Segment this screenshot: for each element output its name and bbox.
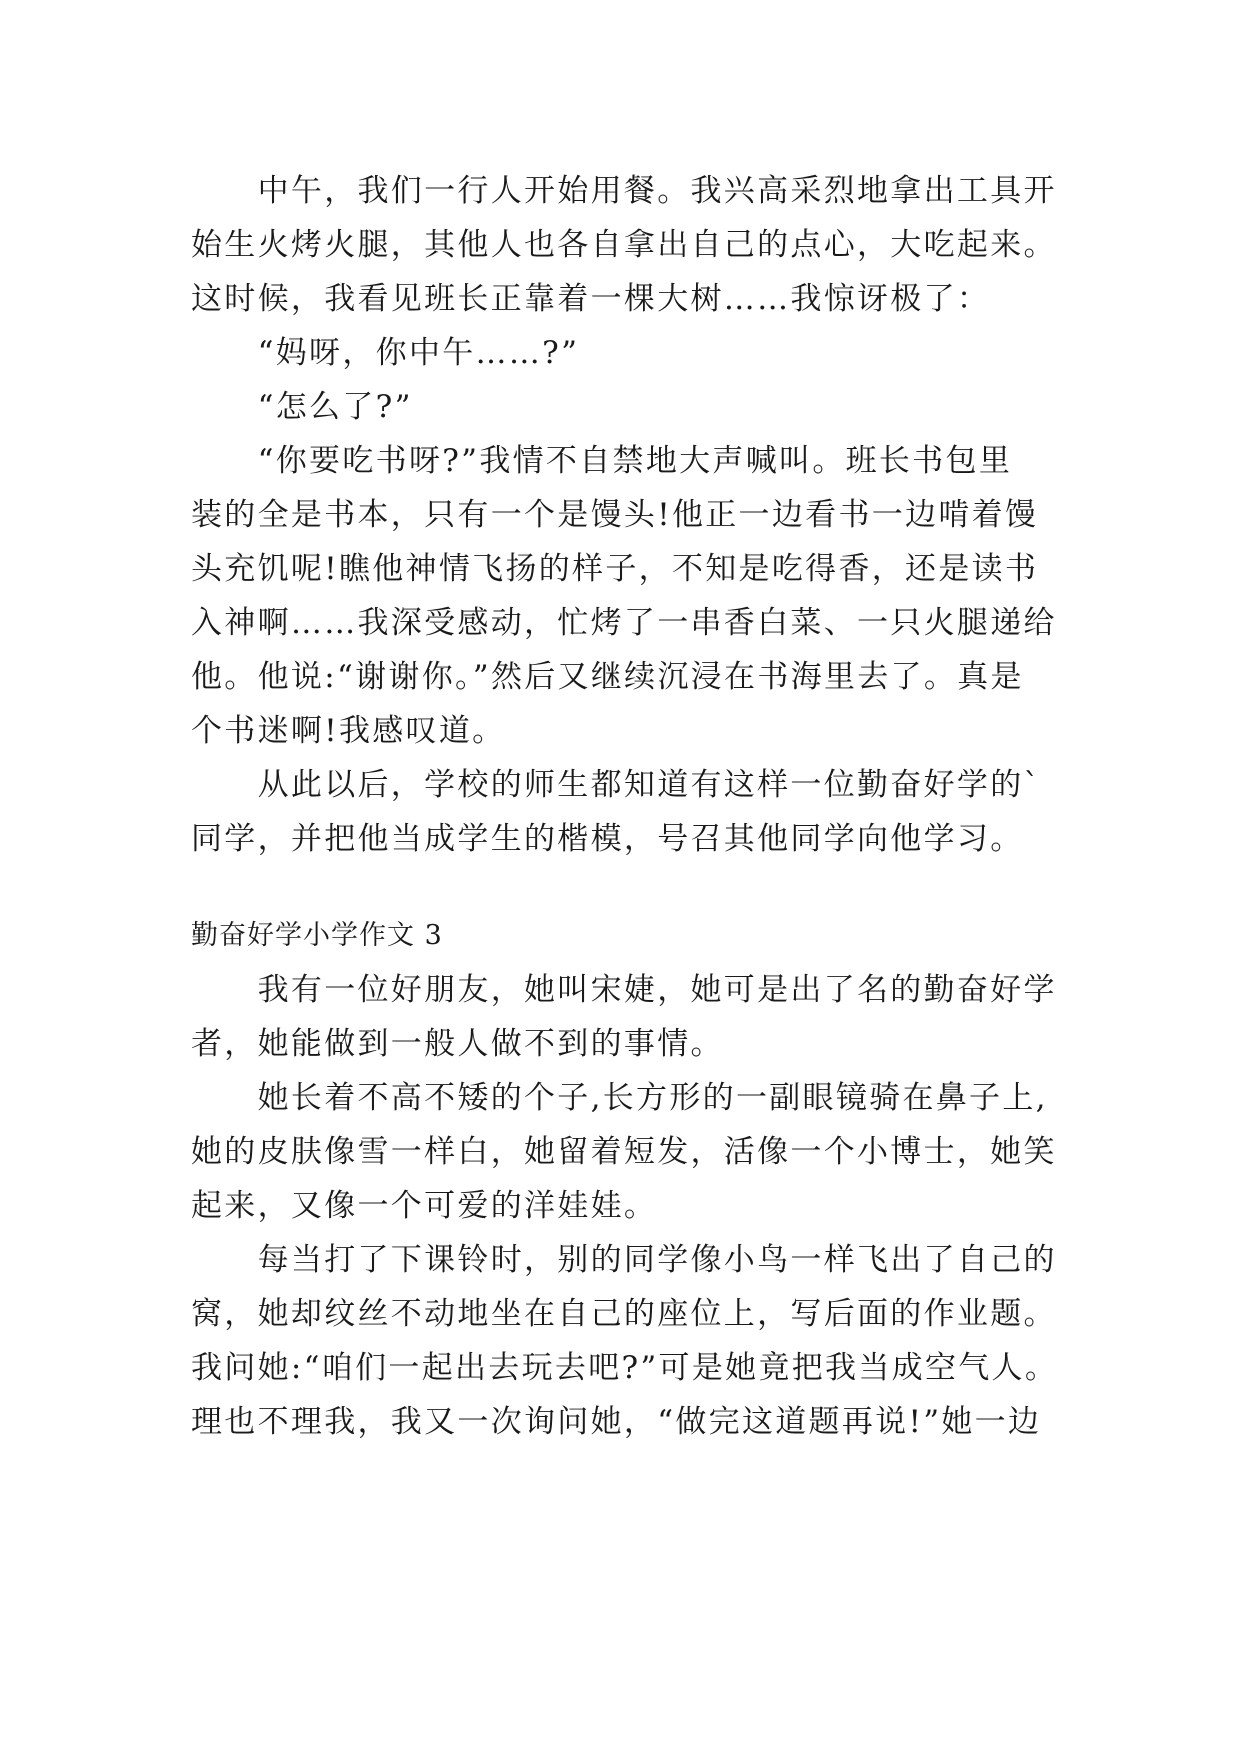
section-heading: 勤奋好学小学作文 3 xyxy=(191,920,443,951)
text-line: “怎么了?” xyxy=(191,389,413,425)
text-line: 窝，她却纹丝不动地坐在自己的座位上，写后面的作业题。 xyxy=(191,1296,1057,1332)
text-line: 我问她:“咱们一起出去玩去吧?”可是她竟把我当成空气人。 xyxy=(191,1350,1059,1386)
text-line: 他。他说:“谢谢你。”然后又继续沉浸在书海里去了。真是 xyxy=(191,659,1024,695)
text-line: 理也不理我，我又一次询问她，“做完这道题再说!”她一边 xyxy=(191,1404,1042,1440)
text-line: 她的皮肤像雪一样白，她留着短发，活像一个小博士，她笑 xyxy=(191,1134,1057,1170)
text-line: 她长着不高不矮的个子,长方形的一副眼镜骑在鼻子上, xyxy=(191,1080,1048,1116)
text-line: 起来，又像一个可爱的洋娃娃。 xyxy=(191,1188,658,1224)
text-line: “妈呀，你中午……?” xyxy=(191,335,580,371)
text-line: “你要吃书呀?”我情不自禁地大声喊叫。班长书包里 xyxy=(191,443,1013,479)
text-line: 每当打了下课铃时，别的同学像小鸟一样飞出了自己的 xyxy=(191,1242,1057,1278)
text-line: 这时候，我看见班长正靠着一棵大树……我惊讶极了： xyxy=(191,281,991,317)
text-line: 头充饥呢!瞧他神情飞扬的样子，不知是吃得香，还是读书 xyxy=(191,551,1039,587)
text-line: 同学，并把他当成学生的楷模，号召其他同学向他学习。 xyxy=(191,821,1024,857)
text-line: 我有一位好朋友，她叫宋婕，她可是出了名的勤奋好学 xyxy=(191,972,1057,1008)
text-line: 入神啊……我深受感动，忙烤了一串香白菜、一只火腿递给 xyxy=(191,605,1057,641)
text-line: 中午，我们一行人开始用餐。我兴高采烈地拿出工具开 xyxy=(191,173,1057,209)
text-line: 装的全是书本，只有一个是馒头!他正一边看书一边啃着馒 xyxy=(191,497,1039,533)
text-line: 始生火烤火腿，其他人也各自拿出自己的点心，大吃起来。 xyxy=(191,227,1057,263)
text-line: 个书迷啊!我感叹道。 xyxy=(191,713,506,749)
text-line: 从此以后，学校的师生都知道有这样一位勤奋好学的` xyxy=(191,767,1042,803)
text-line: 者，她能做到一般人做不到的事情。 xyxy=(191,1026,724,1062)
